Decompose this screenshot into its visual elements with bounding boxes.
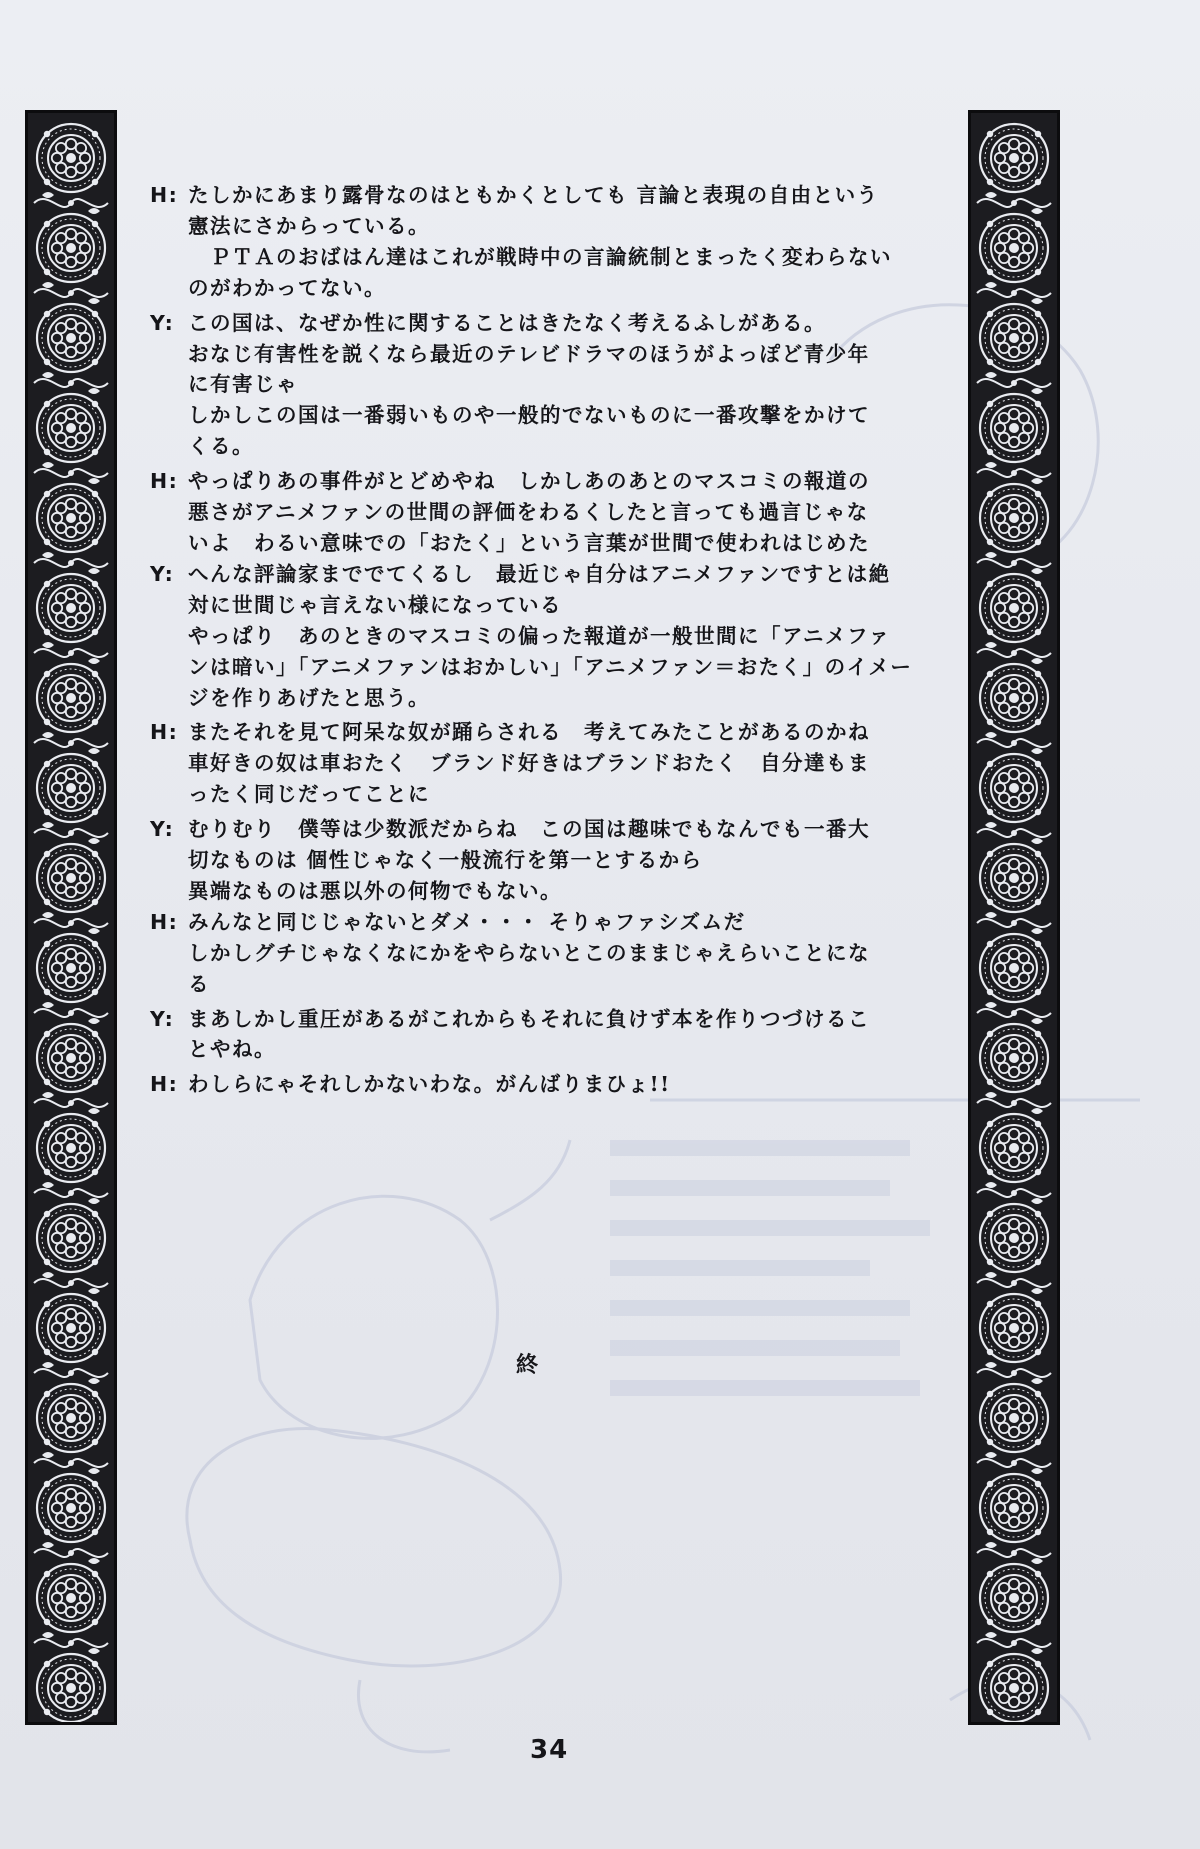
rosette-ornament <box>980 484 1048 552</box>
text-line: のがわかってない。 <box>188 275 386 300</box>
scroll-ornament <box>977 282 1051 304</box>
rosette-ornament <box>37 1564 105 1632</box>
dialogue-entry <box>150 814 940 907</box>
scroll-ornament <box>34 1452 108 1474</box>
scroll-ornament <box>977 822 1051 844</box>
rosette-ornament <box>37 754 105 822</box>
page-number: 34 <box>530 1735 569 1765</box>
scroll-ornament <box>34 732 108 754</box>
scroll-ornament <box>977 462 1051 484</box>
rosette-ornament <box>980 214 1048 282</box>
scroll-ornament <box>977 1092 1051 1114</box>
text-line: る <box>188 971 210 996</box>
right-ornamental-border <box>968 110 1060 1725</box>
rosette-ornament <box>980 1474 1048 1542</box>
scroll-ornament <box>34 462 108 484</box>
scroll-ornament <box>34 1182 108 1204</box>
rosette-ornament <box>37 574 105 642</box>
scroll-ornament <box>34 192 108 214</box>
dialogue-entry <box>150 180 940 304</box>
speaker-label: H: <box>150 909 179 934</box>
text-line: 異端なものは悪以外の何物でもない。 <box>188 878 562 903</box>
speaker-label: Y: <box>150 310 175 335</box>
scroll-ornament <box>34 1542 108 1564</box>
text-line: ジを作りあげたと思う。 <box>188 685 430 710</box>
rosette-ornament <box>980 1564 1048 1632</box>
rosette-ornament <box>980 934 1048 1002</box>
rosette-ornament <box>37 844 105 912</box>
dialogue-entry <box>150 907 940 1000</box>
text-line: わしらにゃそれしかないわな。がんばりまひょ!! <box>188 1072 671 1097</box>
dialogue-entry <box>150 559 940 714</box>
dialogue-text <box>150 180 940 1100</box>
rosette-ornament <box>980 1204 1048 1272</box>
rosette-ornament <box>37 1204 105 1272</box>
rosette-ornament <box>980 394 1048 462</box>
rosette-ornament <box>980 1294 1048 1362</box>
text-line: くる。 <box>188 434 254 459</box>
rosette-ornament <box>980 754 1048 822</box>
rosette-ornament <box>37 124 105 192</box>
text-line: いよ わるい意味での「おたく」という言葉が世間で使われはじめた <box>188 530 870 555</box>
dialogue-entry <box>150 466 940 559</box>
scroll-ornament <box>977 732 1051 754</box>
text-line: 車好きの奴は車おたく ブランド好きはブランドおたく 自分達もま <box>188 751 870 776</box>
rosette-ornament <box>37 1654 105 1722</box>
dialogue-entry <box>150 1069 940 1100</box>
text-line: ンは暗い」「アニメファンはおかしい」「アニメファン＝おたく」のイメー <box>188 654 913 679</box>
scroll-ornament <box>34 1272 108 1294</box>
scroll-ornament <box>977 1182 1051 1204</box>
rosette-ornament <box>37 1114 105 1182</box>
scroll-ornament <box>977 1632 1051 1654</box>
rosette-ornament <box>37 214 105 282</box>
speaker-label: Y: <box>150 561 175 586</box>
text-line: ったく同じだってことに <box>188 782 430 807</box>
rosette-ornament <box>37 394 105 462</box>
rosette-ornament <box>37 1294 105 1362</box>
scroll-ornament <box>34 912 108 934</box>
rosette-ornament <box>980 664 1048 732</box>
scroll-ornament <box>977 192 1051 214</box>
speaker-label: H: <box>150 720 179 745</box>
scroll-ornament <box>34 372 108 394</box>
text-line: 憲法にさからっている。 <box>188 213 430 238</box>
dialogue-entry <box>150 717 940 810</box>
rosette-ornament <box>37 664 105 732</box>
text-line: とやね。 <box>188 1037 276 1062</box>
text-line: またそれを見て阿呆な奴が踊らされる 考えてみたことがあるのかね <box>188 720 870 745</box>
scroll-ornament <box>977 1542 1051 1564</box>
speaker-label: Y: <box>150 1006 175 1031</box>
speaker-label: H: <box>150 469 179 494</box>
scroll-ornament <box>34 1362 108 1384</box>
rosette-ornament <box>980 1024 1048 1092</box>
scroll-ornament <box>977 372 1051 394</box>
scroll-ornament <box>34 642 108 664</box>
scroll-ornament <box>34 1002 108 1024</box>
rosette-ornament <box>37 484 105 552</box>
rosette-ornament <box>980 1114 1048 1182</box>
scroll-ornament <box>34 1092 108 1114</box>
rosette-ornament <box>37 934 105 1002</box>
text-line: おなじ有害性を説くなら最近のテレビドラマのほうがよっぽど青少年 <box>188 341 870 366</box>
text-line: 対に世間じゃ言えない様になっている <box>188 592 562 617</box>
text-line: やっぱりあの事件がとどめやね しかしあのあとのマスコミの報道の <box>188 469 870 494</box>
scroll-ornament <box>977 642 1051 664</box>
left-ornamental-border <box>25 110 117 1725</box>
scroll-ornament <box>977 912 1051 934</box>
rosette-ornament <box>980 304 1048 372</box>
rosette-ornament <box>980 1654 1048 1722</box>
text-line: たしかにあまり露骨なのはともかくとしても 言論と表現の自由という <box>188 183 879 207</box>
speaker-label: H: <box>150 183 179 207</box>
text-line: みんなと同じじゃないとダメ・・・ そりゃファシズムだ <box>188 909 746 934</box>
text-line: この国は、なぜか性に関することはきたなく考えるふしがある。 <box>188 310 826 335</box>
rosette-ornament <box>980 574 1048 642</box>
text-line: ＰＴＡのおばはん達はこれが戦時中の言論統制とまったく変わらない <box>210 244 892 269</box>
rosette-ornament <box>980 124 1048 192</box>
scroll-ornament <box>34 282 108 304</box>
text-line: へんな評論家まででてくるし 最近じゃ自分はアニメファンですとは絶 <box>188 561 891 586</box>
dialogue-entry <box>150 308 940 463</box>
text-line: やっぱり あのときのマスコミの偏った報道が一般世間に「アニメファ <box>188 623 891 648</box>
text-line: むりむり 僕等は少数派だからね この国は趣味でもなんでも一番大 <box>188 817 870 842</box>
rosette-ornament <box>37 304 105 372</box>
speaker-label: H: <box>150 1072 179 1097</box>
scroll-ornament <box>34 1632 108 1654</box>
text-line: に有害じゃ <box>188 372 298 397</box>
scroll-ornament <box>977 552 1051 574</box>
scroll-ornament <box>977 1452 1051 1474</box>
rosette-ornament <box>37 1384 105 1452</box>
speaker-label: Y: <box>150 817 175 842</box>
rosette-ornament <box>37 1024 105 1092</box>
text-line: 悪さがアニメファンの世間の評価をわるくしたと言っても過言じゃな <box>188 500 869 525</box>
scroll-ornament <box>34 552 108 574</box>
scroll-ornament <box>977 1362 1051 1384</box>
scroll-ornament <box>977 1272 1051 1294</box>
text-line: 切なものは 個性じゃなく一般流行を第一とするから <box>188 848 703 873</box>
rosette-ornament <box>980 844 1048 912</box>
end-mark: 終 <box>516 1352 539 1378</box>
text-line: まあしかし重圧があるがこれからもそれに負けず本を作りつづけるこ <box>188 1006 870 1031</box>
scroll-ornament <box>977 1002 1051 1024</box>
scroll-ornament <box>34 822 108 844</box>
dialogue-entry <box>150 1004 940 1066</box>
rosette-ornament <box>37 1474 105 1542</box>
rosette-ornament <box>980 1384 1048 1452</box>
text-line: しかしこの国は一番弱いものや一般的でないものに一番攻撃をかけて <box>188 403 870 428</box>
text-line: しかしグチじゃなくなにかをやらないとこのままじゃえらいことにな <box>188 940 870 965</box>
